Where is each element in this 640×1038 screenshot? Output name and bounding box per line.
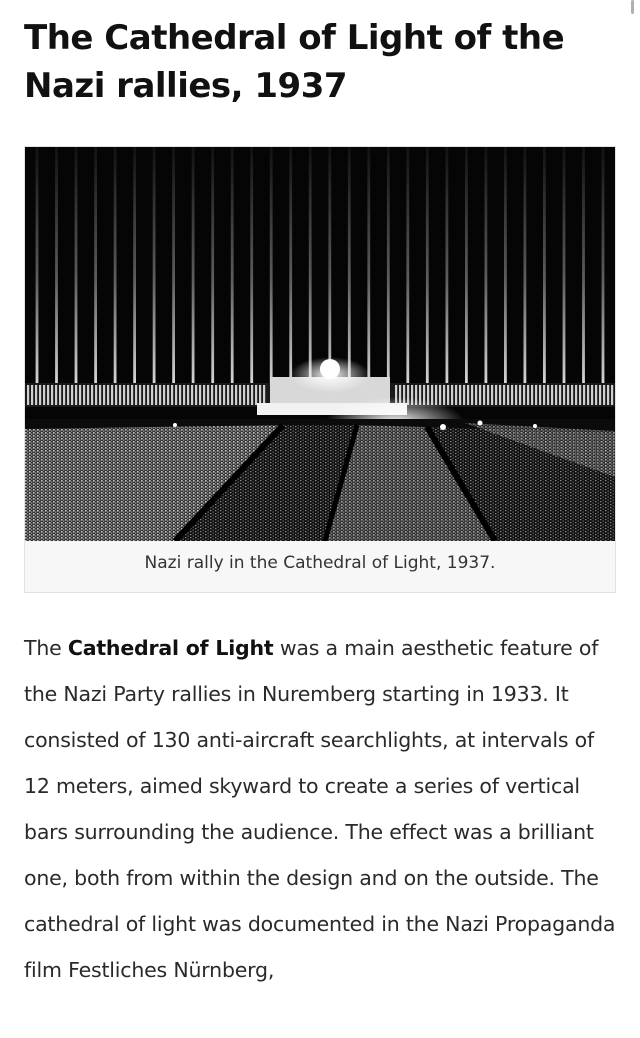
article-title: The Cathedral of Light of the Nazi rallies, 1937 [24,18,565,106]
paragraph-lead: The [24,636,68,660]
paragraph-rest: was a main aesthetic feature of the Nazi Party rallies in Nuremberg starting in 1933. It consisted of 130 anti-aircraft searchlights, at intervals of 12 meters, aimed skyward to create a series of vertical bars surrounding the audience. The effect was a brilliant one, both from within the design and on the outside. The cathedral of light was documented in the Nazi Propaganda film Festliches Nürnberg, [24,636,616,982]
article-paragraph [24,625,624,993]
article-figure [24,146,616,593]
bold-term: Cathedral of Light [67,636,274,660]
figure-caption: Nazi rally in the Cathedral of Light, 1937. [144,553,496,573]
rally-photo [25,147,615,541]
scroll-indicator[interactable] [631,0,634,14]
